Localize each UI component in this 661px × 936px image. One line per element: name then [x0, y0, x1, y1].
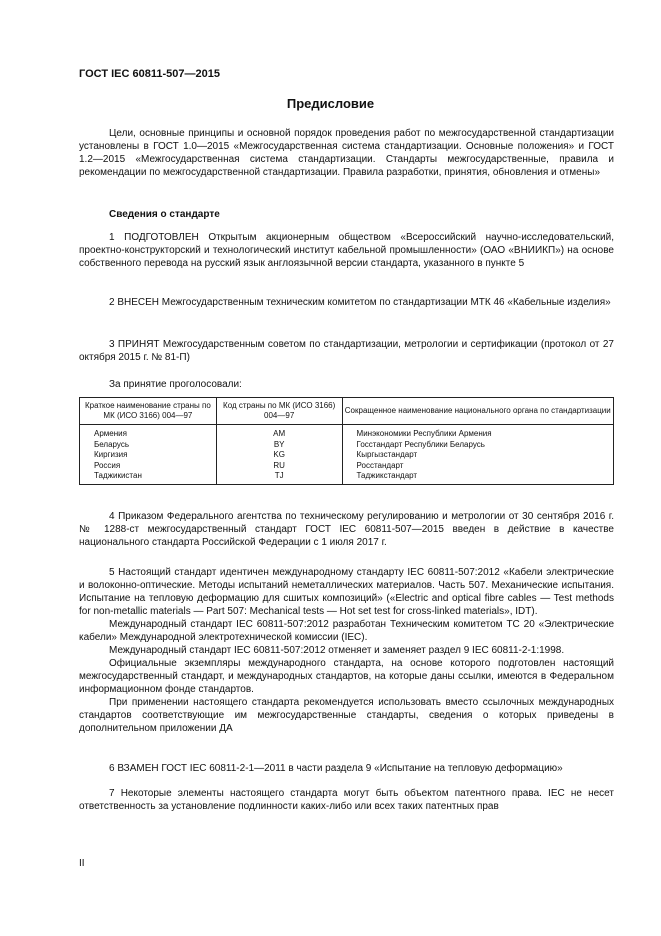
- item-5: [79, 566, 614, 735]
- table-header-country: Краткое наименование страны по МК (ИСО 3166) 004—97: [80, 398, 217, 425]
- vote-intro-text: За принятие проголосовали:: [109, 379, 242, 390]
- item-5-paragraph-5: При применении настоящего стандарта рекомендуется использовать вместо ссылочных международных стандартов соответствующие им межгосударственные стандарты, сведения о которых приведены в дополнительном приложении ДА: [79, 697, 614, 734]
- table-row: [80, 450, 614, 461]
- item-4: [79, 510, 614, 549]
- table-row: [80, 440, 614, 451]
- item-6-text: 6 ВЗАМЕН ГОСТ IEC 60811-2-1—2011 в части раздела 9 «Испытание на тепловую деформацию»: [109, 763, 563, 774]
- intro-paragraph: [79, 127, 614, 179]
- table-cell-country: Беларусь: [80, 440, 217, 451]
- table-header-row: [80, 398, 614, 425]
- item-3-text: 3 ПРИНЯТ Межгосударственным советом по стандартизации, метрологии и сертификации (протокол от 27 октября 2015 г. № 81-П): [79, 339, 614, 363]
- table-row: [80, 425, 614, 440]
- item-1-text: 1 ПОДГОТОВЛЕН Открытым акционерным обществом «Всероссийский научно-исследовательский, проектно-конструкторский и технологический институт кабельной промышленности» (ОАО «ВНИИКП») на основе собственного перевода на русский язык англоязычной версии стандарта, указанного в пункте 5: [79, 232, 614, 269]
- table-cell-body: Минэкономики Республики Армения: [342, 425, 613, 440]
- table-cell-country: Россия: [80, 461, 217, 472]
- table-row: [80, 461, 614, 472]
- item-4-text: 4 Приказом Федерального агентства по техническому регулированию и метрологии от 30 сентября 2016 г. № 1288-ст межгосударственный стандарт ГОСТ IEC 60811-507—2015 введен в действие в качестве национального стандарта Российской Федерации с 1 июля 2017 г.: [79, 511, 614, 548]
- item-6: [79, 762, 614, 775]
- item-5-paragraph-3: Международный стандарт IEC 60811-507:2012 отменяет и заменяет раздел 9 IEC 60811-2-1:1998.: [109, 645, 565, 656]
- table-cell-body: Кыргызстандарт: [342, 450, 613, 461]
- table-cell-code: KG: [216, 450, 342, 461]
- table-cell-code: TJ: [216, 471, 342, 484]
- table-row: [80, 471, 614, 484]
- running-header: ГОСТ IEC 60811-507—2015: [79, 68, 220, 80]
- section-heading: Сведения о стандарте: [109, 209, 220, 220]
- voting-table: [79, 397, 614, 485]
- table-header-code: Код страны по МК (ИСО 3166) 004—97: [216, 398, 342, 425]
- item-5-paragraph-2: Международный стандарт IEC 60811-507:2012 разработан Техническим комитетом ТС 20 «Электрические кабели» Международной электротехнической комиссии (IEC).: [79, 619, 614, 643]
- vote-intro: [79, 378, 614, 391]
- table-cell-body: Госстандарт Республики Беларусь: [342, 440, 613, 451]
- item-2: [79, 296, 614, 309]
- item-1: [79, 231, 614, 270]
- page-title: Предисловие: [286, 96, 375, 111]
- table-cell-body: Таджикстандарт: [342, 471, 613, 484]
- item-5-paragraph-4: Официальные экземпляры международного стандарта, на основе которого подготовлен настоящий межгосударственный стандарт, и международных стандартов, на которые даны ссылки, имеются в Федеральном информационном фонде стандартов.: [79, 658, 614, 695]
- intro-text: Цели, основные принципы и основной порядок проведения работ по межгосударственной стандартизации установлены в ГОСТ 1.0—2015 «Межгосударственная система стандартизации. Основные положения» и ГОСТ 1.2—2015 «Межгосударственная система стандартизации. Стандарты межгосударственные, правила и рекомендации по межгосударственной стандартизации. Правила разработки, принятия, обновления и отмены»: [79, 128, 614, 178]
- table-cell-body: Росстандарт: [342, 461, 613, 472]
- table-cell-country: Армения: [80, 425, 217, 440]
- table-cell-code: AM: [216, 425, 342, 440]
- item-2-text: 2 ВНЕСЕН Межгосударственным техническим комитетом по стандартизации МТК 46 «Кабельные изделия»: [109, 297, 611, 308]
- item-7-text: 7 Некоторые элементы настоящего стандарта могут быть объектом патентного права. IEC не несет ответственность за установление подлинности каких-либо или всех таких патентных прав: [79, 788, 614, 812]
- table-cell-code: BY: [216, 440, 342, 451]
- item-3: [79, 338, 614, 364]
- item-7: [79, 787, 614, 813]
- section-heading-block: [79, 208, 614, 221]
- table-cell-country: Таджикистан: [80, 471, 217, 484]
- page-number: II: [79, 858, 85, 869]
- table-cell-country: Киргизия: [80, 450, 217, 461]
- table-header-body: Сокращенное наименование национального органа по стандартизации: [342, 398, 613, 425]
- item-5-text: 5 Настоящий стандарт идентичен международному стандарту IEC 60811-507:2012 «Кабели электрические и волоконно-оптические. Методы испытаний неметаллических материалов. Часть 507. Механические испытания. Испытание на тепловую деформацию для сшитых композиций» («Electric and optical fibre cables — Test methods for non-metallic materials — Part 507: Mechanical tests — Hot set test for cross-linked materials», IDT).: [79, 567, 614, 617]
- table-cell-code: RU: [216, 461, 342, 472]
